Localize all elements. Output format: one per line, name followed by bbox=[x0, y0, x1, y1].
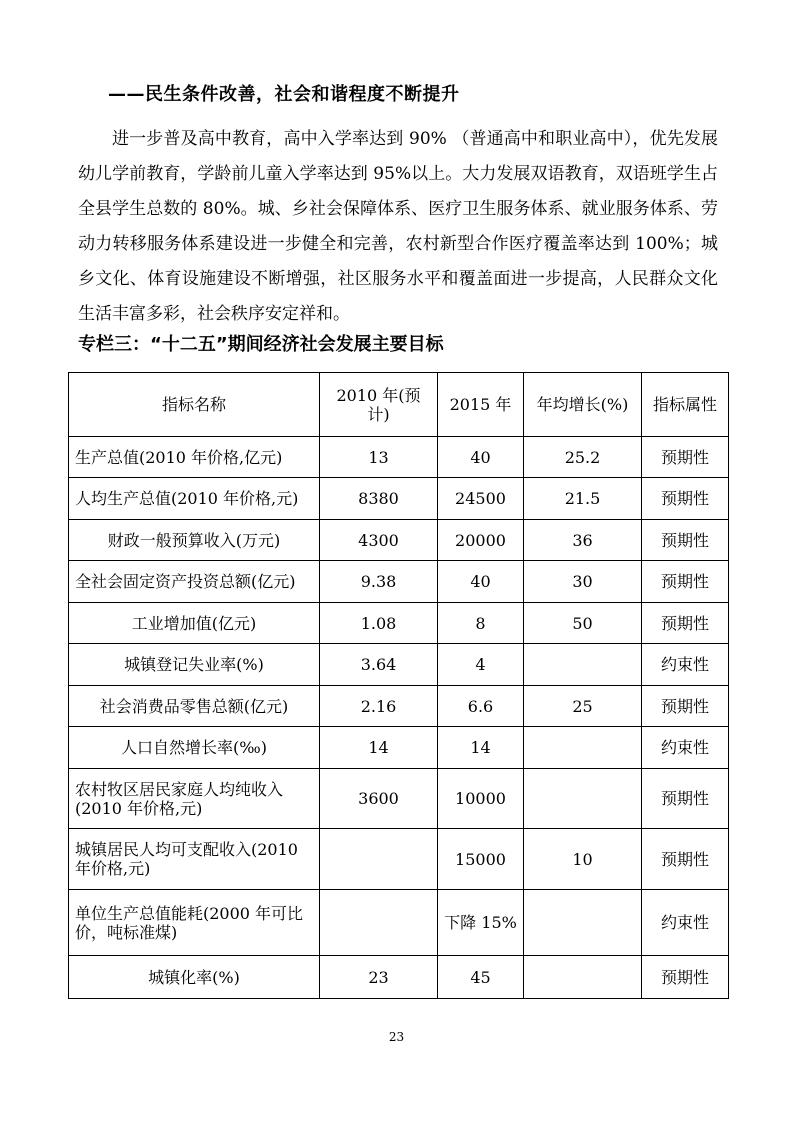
cell-indicator-name: 人口自然增长率(‰) bbox=[69, 727, 320, 769]
cell-2015: 4 bbox=[438, 644, 524, 686]
cell-indicator-name: 生产总值(2010 年价格,亿元) bbox=[69, 437, 320, 478]
cell-indicator-type: 预期性 bbox=[642, 603, 729, 644]
cell-2015: 45 bbox=[438, 956, 524, 999]
table-row bbox=[69, 437, 729, 478]
table-row bbox=[69, 727, 729, 769]
cell-annual-growth: 10 bbox=[524, 829, 642, 890]
table-row bbox=[69, 829, 729, 890]
table-title: 专栏三：“十二五”期间经济社会发展主要目标 bbox=[78, 334, 444, 355]
cell-annual-growth: 21.5 bbox=[524, 478, 642, 520]
cell-indicator-type: 约束性 bbox=[642, 644, 729, 686]
header-2010: 2010 年(预计) bbox=[320, 373, 438, 437]
body-paragraph: 进一步普及高中教育，高中入学率达到 90% （普通高中和职业高中），优先发展幼儿学前教育，学龄前儿童入学率达到 95%以上。大力发展双语教育，双语班学生占全县学生总数的 80%。城、乡社会保障体系、医疗卫生服务体系、就业服务体系、劳动力转移服务体系建设进一步健全和完善，农村新型合作医疗覆盖率达到 100%；城乡文化、体育设施建设不断增强，社区服务水平和覆盖面进一步提高，人民群众文化生活丰富多彩，社会秩序安定祥和。 bbox=[78, 129, 718, 324]
header-indicator-type: 指标属性 bbox=[642, 373, 729, 437]
cell-indicator-name: 社会消费品零售总额(亿元) bbox=[69, 686, 320, 727]
cell-2015: 6.6 bbox=[438, 686, 524, 727]
cell-2015: 下降 15% bbox=[438, 890, 524, 956]
cell-annual-growth bbox=[524, 956, 642, 999]
table-row bbox=[69, 644, 729, 686]
cell-indicator-type: 预期性 bbox=[642, 478, 729, 520]
cell-2010 bbox=[320, 890, 438, 956]
cell-2010: 9.38 bbox=[320, 561, 438, 603]
cell-indicator-name: 单位生产总值能耗(2000 年可比价，吨标准煤) bbox=[69, 890, 320, 956]
cell-indicator-type: 预期性 bbox=[642, 956, 729, 999]
cell-indicator-name: 城镇登记失业率(%) bbox=[69, 644, 320, 686]
cell-annual-growth bbox=[524, 727, 642, 769]
table-row bbox=[69, 686, 729, 727]
table-row bbox=[69, 603, 729, 644]
cell-2010: 4300 bbox=[320, 520, 438, 561]
cell-2015: 40 bbox=[438, 437, 524, 478]
cell-indicator-name: 农村牧区居民家庭人均纯收入(2010 年价格,元) bbox=[69, 769, 320, 829]
cell-indicator-type: 预期性 bbox=[642, 520, 729, 561]
table-row bbox=[69, 561, 729, 603]
table-row bbox=[69, 890, 729, 956]
cell-indicator-type: 预期性 bbox=[642, 686, 729, 727]
cell-2015: 14 bbox=[438, 727, 524, 769]
cell-2015: 40 bbox=[438, 561, 524, 603]
cell-annual-growth bbox=[524, 769, 642, 829]
cell-annual-growth: 50 bbox=[524, 603, 642, 644]
cell-2010: 1.08 bbox=[320, 603, 438, 644]
cell-annual-growth: 30 bbox=[524, 561, 642, 603]
table-row bbox=[69, 769, 729, 829]
cell-indicator-type: 预期性 bbox=[642, 769, 729, 829]
cell-annual-growth bbox=[524, 890, 642, 956]
cell-2010: 3.64 bbox=[320, 644, 438, 686]
cell-indicator-type: 预期性 bbox=[642, 829, 729, 890]
targets-table bbox=[68, 372, 729, 999]
table-row bbox=[69, 956, 729, 999]
cell-indicator-type: 约束性 bbox=[642, 727, 729, 769]
cell-indicator-name: 人均生产总值(2010 年价格,元) bbox=[69, 478, 320, 520]
cell-annual-growth: 36 bbox=[524, 520, 642, 561]
cell-2010: 2.16 bbox=[320, 686, 438, 727]
header-annual-growth: 年均增长(%) bbox=[524, 373, 642, 437]
cell-2015: 10000 bbox=[438, 769, 524, 829]
cell-indicator-name: 全社会固定资产投资总额(亿元) bbox=[69, 561, 320, 603]
cell-indicator-name: 城镇居民人均可支配收入(2010 年价格,元) bbox=[69, 829, 320, 890]
cell-indicator-type: 预期性 bbox=[642, 561, 729, 603]
cell-2010 bbox=[320, 829, 438, 890]
cell-2010: 3600 bbox=[320, 769, 438, 829]
cell-2010: 8380 bbox=[320, 478, 438, 520]
table-row bbox=[69, 520, 729, 561]
page-number: 23 bbox=[388, 1030, 405, 1044]
cell-2015: 20000 bbox=[438, 520, 524, 561]
cell-annual-growth: 25 bbox=[524, 686, 642, 727]
cell-2015: 15000 bbox=[438, 829, 524, 890]
cell-indicator-name: 财政一般预算收入(万元) bbox=[69, 520, 320, 561]
header-2015: 2015 年 bbox=[438, 373, 524, 437]
header-indicator-name: 指标名称 bbox=[69, 373, 320, 437]
cell-2010: 23 bbox=[320, 956, 438, 999]
cell-2010: 14 bbox=[320, 727, 438, 769]
cell-2010: 13 bbox=[320, 437, 438, 478]
cell-indicator-type: 预期性 bbox=[642, 437, 729, 478]
cell-indicator-name: 城镇化率(%) bbox=[69, 956, 320, 999]
table-row bbox=[69, 478, 729, 520]
cell-annual-growth: 25.2 bbox=[524, 437, 642, 478]
section-heading: ——民生条件改善，社会和谐程度不断提升 bbox=[108, 84, 460, 105]
cell-indicator-type: 约束性 bbox=[642, 890, 729, 956]
table-header-row bbox=[69, 373, 729, 437]
cell-2015: 8 bbox=[438, 603, 524, 644]
cell-indicator-name: 工业增加值(亿元) bbox=[69, 603, 320, 644]
cell-2015: 24500 bbox=[438, 478, 524, 520]
cell-annual-growth bbox=[524, 644, 642, 686]
